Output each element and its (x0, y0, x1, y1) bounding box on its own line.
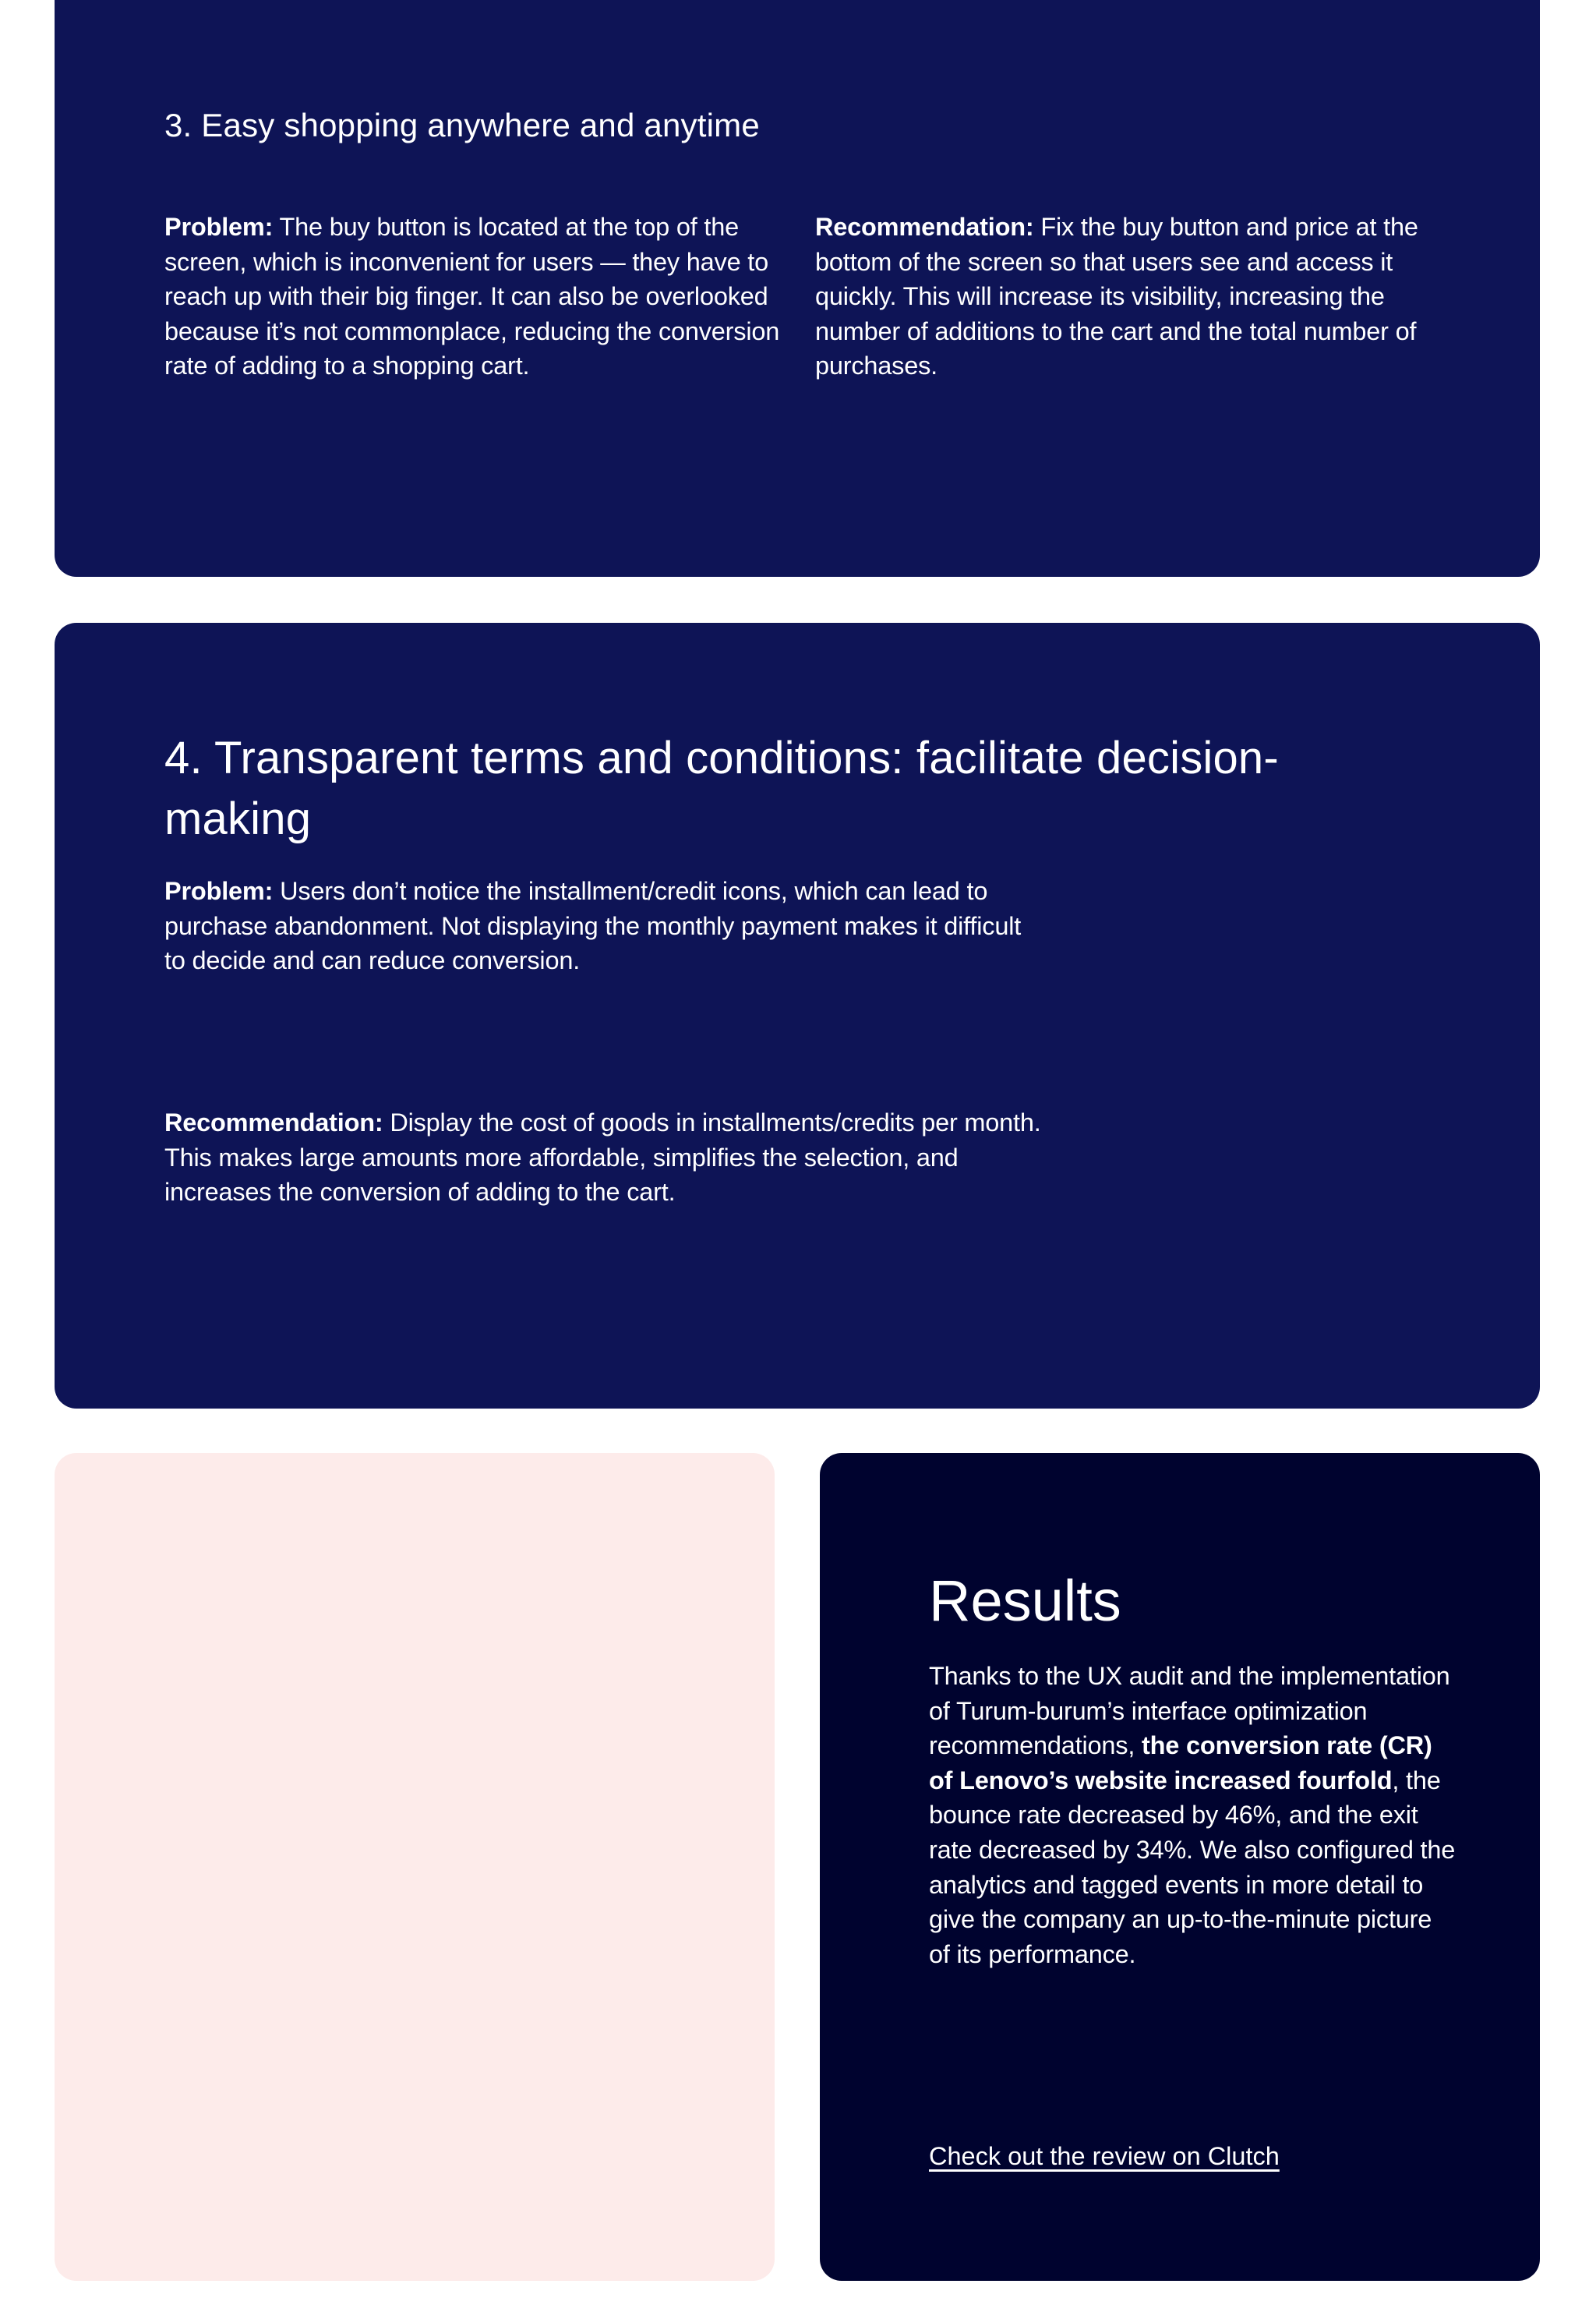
recommendation-label: Recommendation: (815, 213, 1034, 241)
section-transparent-terms-card (55, 623, 1540, 1409)
problem-paragraph (164, 210, 780, 384)
image-placeholder-card (55, 1453, 775, 2281)
clutch-review-link[interactable]: Check out the review on Clutch (929, 2142, 1280, 2170)
recommendation-paragraph (164, 1105, 1045, 1210)
section-title: 4. Transparent terms and conditions: facilitate decision-making (164, 733, 1279, 844)
problem-label: Problem: (164, 213, 274, 241)
results-text-after: , the bounce rate decreased by 46%, and the exit rate decreased by 34%. We also configured the analytics and tagged events in more detail to give the company an up-to-the-minute picture of its performance. (929, 1766, 1456, 1968)
recommendation-text: Fix the buy button and price at the bottom of the screen so that users see and access it quickly. This will increase its visibility, increasing the number of additions to the cart and the total number of purchases. (815, 213, 1418, 380)
section-easy-shopping-card (55, 0, 1540, 577)
recommendation-paragraph (815, 210, 1431, 384)
recommendation-text: Display the cost of goods in installments/credits per month. This makes large amounts more affordable, simplifies the selection, and increases the conversion of adding to the cart. (164, 1108, 1041, 1206)
results-card (820, 1453, 1540, 2281)
problem-text: Users don’t notice the installment/credit icons, which can lead to purchase abandonment. Not displaying the monthly payment makes it difficult to decide and can reduce conversion. (164, 877, 1022, 974)
problem-paragraph (164, 874, 1045, 978)
results-title: Results (929, 1568, 1121, 1633)
results-text-before: Thanks to the UX audit and the implementation of Turum-burum’s interface optimization recommendations, (929, 1662, 1450, 1760)
recommendation-label: Recommendation: (164, 1108, 383, 1137)
problem-text: The buy button is located at the top of the screen, which is inconvenient for users — they have to reach up with their big finger. It can also be overlooked because it’s not commonplace, reducing the conversion rate of adding to a shopping cart. (164, 213, 780, 380)
results-text-highlight: the conversion rate (CR) of Lenovo’s website increased fourfold (929, 1731, 1432, 1794)
section-title: 3. Easy shopping anywhere and anytime (164, 107, 760, 143)
problem-label: Problem: (164, 877, 274, 905)
results-paragraph (929, 1659, 1459, 1971)
